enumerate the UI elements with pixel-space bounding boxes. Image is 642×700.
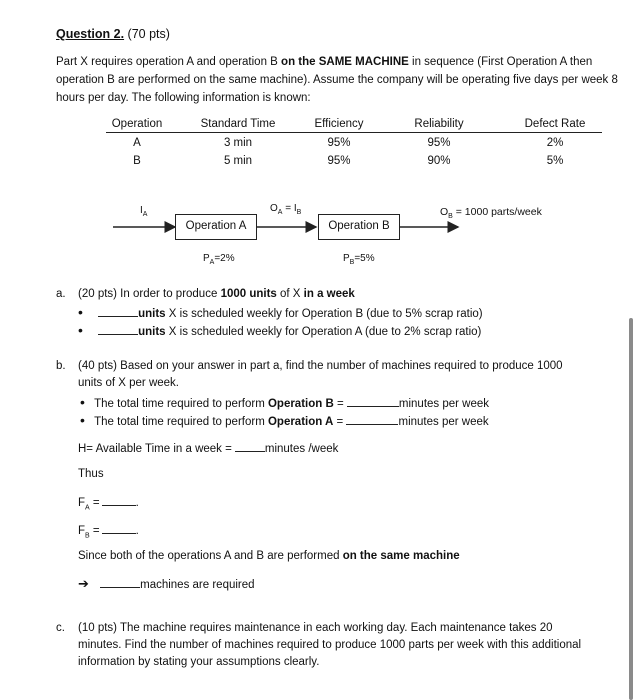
since-bold: on the same machine — [342, 550, 460, 562]
fa-period: . — [135, 497, 139, 509]
output-label — [440, 206, 542, 220]
part-a-text2: of X — [276, 288, 304, 300]
part-c-line1: (10 pts) The machine requires maintenance in each working day. Each maintenance takes 20 — [78, 622, 553, 634]
cell: A — [133, 137, 141, 149]
answer-blank[interactable] — [100, 577, 140, 588]
part-c-line2: minutes. Find the number of machines required to produce 1000 parts per week with this additional — [78, 639, 582, 651]
fa-line — [78, 495, 139, 511]
fa-sub: A — [85, 504, 90, 512]
output-rest: = 1000 parts/week — [452, 206, 542, 218]
question-number: Question 2. — [56, 27, 125, 41]
part-b-letter: b. — [56, 360, 66, 372]
answer-blank[interactable] — [98, 306, 138, 317]
intro-text-2: in sequence (First Operation A then operation B are performed on the same machine). Assume the company will be operating five days per week 8 hours per day. The following information is known: — [56, 56, 618, 104]
input-label — [140, 205, 147, 218]
input-label-letter: I — [140, 205, 143, 216]
part-c-letter: c. — [56, 622, 65, 634]
operation-b-box — [318, 214, 400, 240]
part-a-b2-bold: units — [138, 326, 166, 338]
since-line — [78, 550, 460, 562]
part-a-letter: a. — [56, 288, 66, 300]
output-sub: B — [448, 213, 453, 221]
pa-label — [203, 253, 235, 266]
part-b-line2: units of X per week. — [78, 377, 179, 389]
operation-a-label: Operation A — [185, 220, 247, 232]
part-a-text1: (20 pts) In order to produce — [78, 288, 221, 300]
pb-label — [343, 253, 375, 266]
part-b-b2-post: minutes per week — [398, 416, 489, 428]
since-pre: Since both of the operations A and B are performed — [78, 550, 343, 562]
cell: 90% — [427, 155, 451, 167]
pa-sub: A — [209, 259, 215, 266]
col-standard-time: Standard Time — [168, 118, 308, 133]
part-a-prompt — [78, 288, 355, 300]
col-operation: Operation — [106, 118, 168, 133]
machines-line — [78, 576, 255, 592]
part-b-b2-pre: The total time required to perform — [94, 416, 268, 428]
part-a-b1-bold: units — [138, 308, 166, 320]
answer-blank[interactable] — [102, 495, 136, 506]
intro-bold: on the SAME MACHINE — [281, 56, 409, 68]
answer-blank[interactable] — [235, 441, 265, 452]
col-efficiency: Efficiency — [308, 118, 370, 133]
operation-b-label: Operation B — [328, 220, 390, 232]
part-b-b1-post: minutes per week — [398, 398, 490, 410]
input-label-sub: A — [142, 211, 148, 218]
part-a-b1-rest: X is scheduled weekly for Operation B (due to 5% scrap ratio) — [165, 308, 483, 320]
part-a-bold1: 1000 units — [220, 288, 277, 300]
part-a-bold2: in a week — [303, 288, 355, 300]
cell: 3 min — [223, 137, 253, 149]
part-b-b2-eq: = — [333, 416, 344, 428]
intro-text-1: Part X requires operation A and operation B — [56, 56, 282, 68]
fb-f: F — [78, 525, 86, 537]
mid-o: O — [270, 203, 278, 214]
col-defect-rate: Defect Rate — [508, 118, 602, 133]
available-time-line — [78, 441, 338, 455]
fa-eq: = — [89, 497, 100, 509]
mid-i-sub: B — [296, 209, 302, 216]
cell: 95% — [427, 137, 451, 149]
fb-period: . — [135, 525, 139, 537]
answer-blank[interactable] — [347, 396, 399, 407]
middle-label — [270, 203, 301, 216]
output-o: O — [440, 206, 449, 218]
answer-blank[interactable] — [98, 324, 138, 335]
fa-f: F — [78, 497, 86, 509]
fb-sub: B — [85, 532, 90, 540]
fb-line — [78, 523, 139, 539]
cell: 5 min — [223, 155, 253, 167]
part-a-bullet-1 — [78, 304, 483, 320]
col-reliability: Reliability — [370, 118, 508, 133]
h-post: minutes /week — [264, 443, 339, 455]
part-b-bullet-1 — [80, 394, 489, 410]
mid-o-sub: A — [277, 209, 283, 216]
cell: 95% — [327, 155, 351, 167]
part-b-b2-bold: Operation A — [267, 416, 334, 428]
arrow-icon: ➔ — [78, 576, 89, 591]
pb-sub: B — [349, 259, 355, 266]
part-b-b1-pre: The total time required to perform — [94, 398, 268, 410]
cell: 95% — [327, 137, 351, 149]
h-pre: H= Available Time in a week = — [78, 443, 232, 455]
pa-p: P — [203, 253, 210, 264]
answer-blank[interactable] — [102, 523, 136, 534]
mid-eq: = I — [282, 203, 297, 214]
pb-p: P — [343, 253, 350, 264]
part-b-bullet-2 — [80, 412, 489, 428]
vertical-scrollbar[interactable] — [629, 318, 633, 700]
operation-a-box — [175, 214, 257, 240]
answer-blank[interactable] — [346, 414, 398, 425]
pb-rest: =5% — [354, 253, 375, 264]
cell: 2% — [546, 137, 564, 149]
bullet-icon: • — [78, 322, 83, 338]
part-b-b1-bold: Operation B — [267, 398, 334, 410]
thus-label: Thus — [78, 468, 104, 480]
cell: 5% — [546, 155, 564, 167]
part-a-b2-rest: X is scheduled weekly for Operation A (due to 2% scrap ratio) — [165, 326, 482, 338]
question-points: (70 pts) — [124, 27, 170, 41]
bullet-icon: • — [80, 412, 85, 428]
pa-rest: =2% — [214, 253, 235, 264]
machines-text: machines are required — [140, 579, 255, 591]
part-a-bullet-2 — [78, 322, 481, 338]
part-c-line3: information by stating your assumptions clearly. — [78, 656, 320, 668]
part-b-b1-eq: = — [333, 398, 344, 410]
cell: B — [133, 155, 141, 167]
bullet-icon: • — [78, 304, 83, 320]
fb-eq: = — [89, 525, 100, 537]
part-b-line1: (40 pts) Based on your answer in part a, find the number of machines required to produce 1000 — [78, 360, 563, 372]
bullet-icon: • — [80, 394, 85, 410]
